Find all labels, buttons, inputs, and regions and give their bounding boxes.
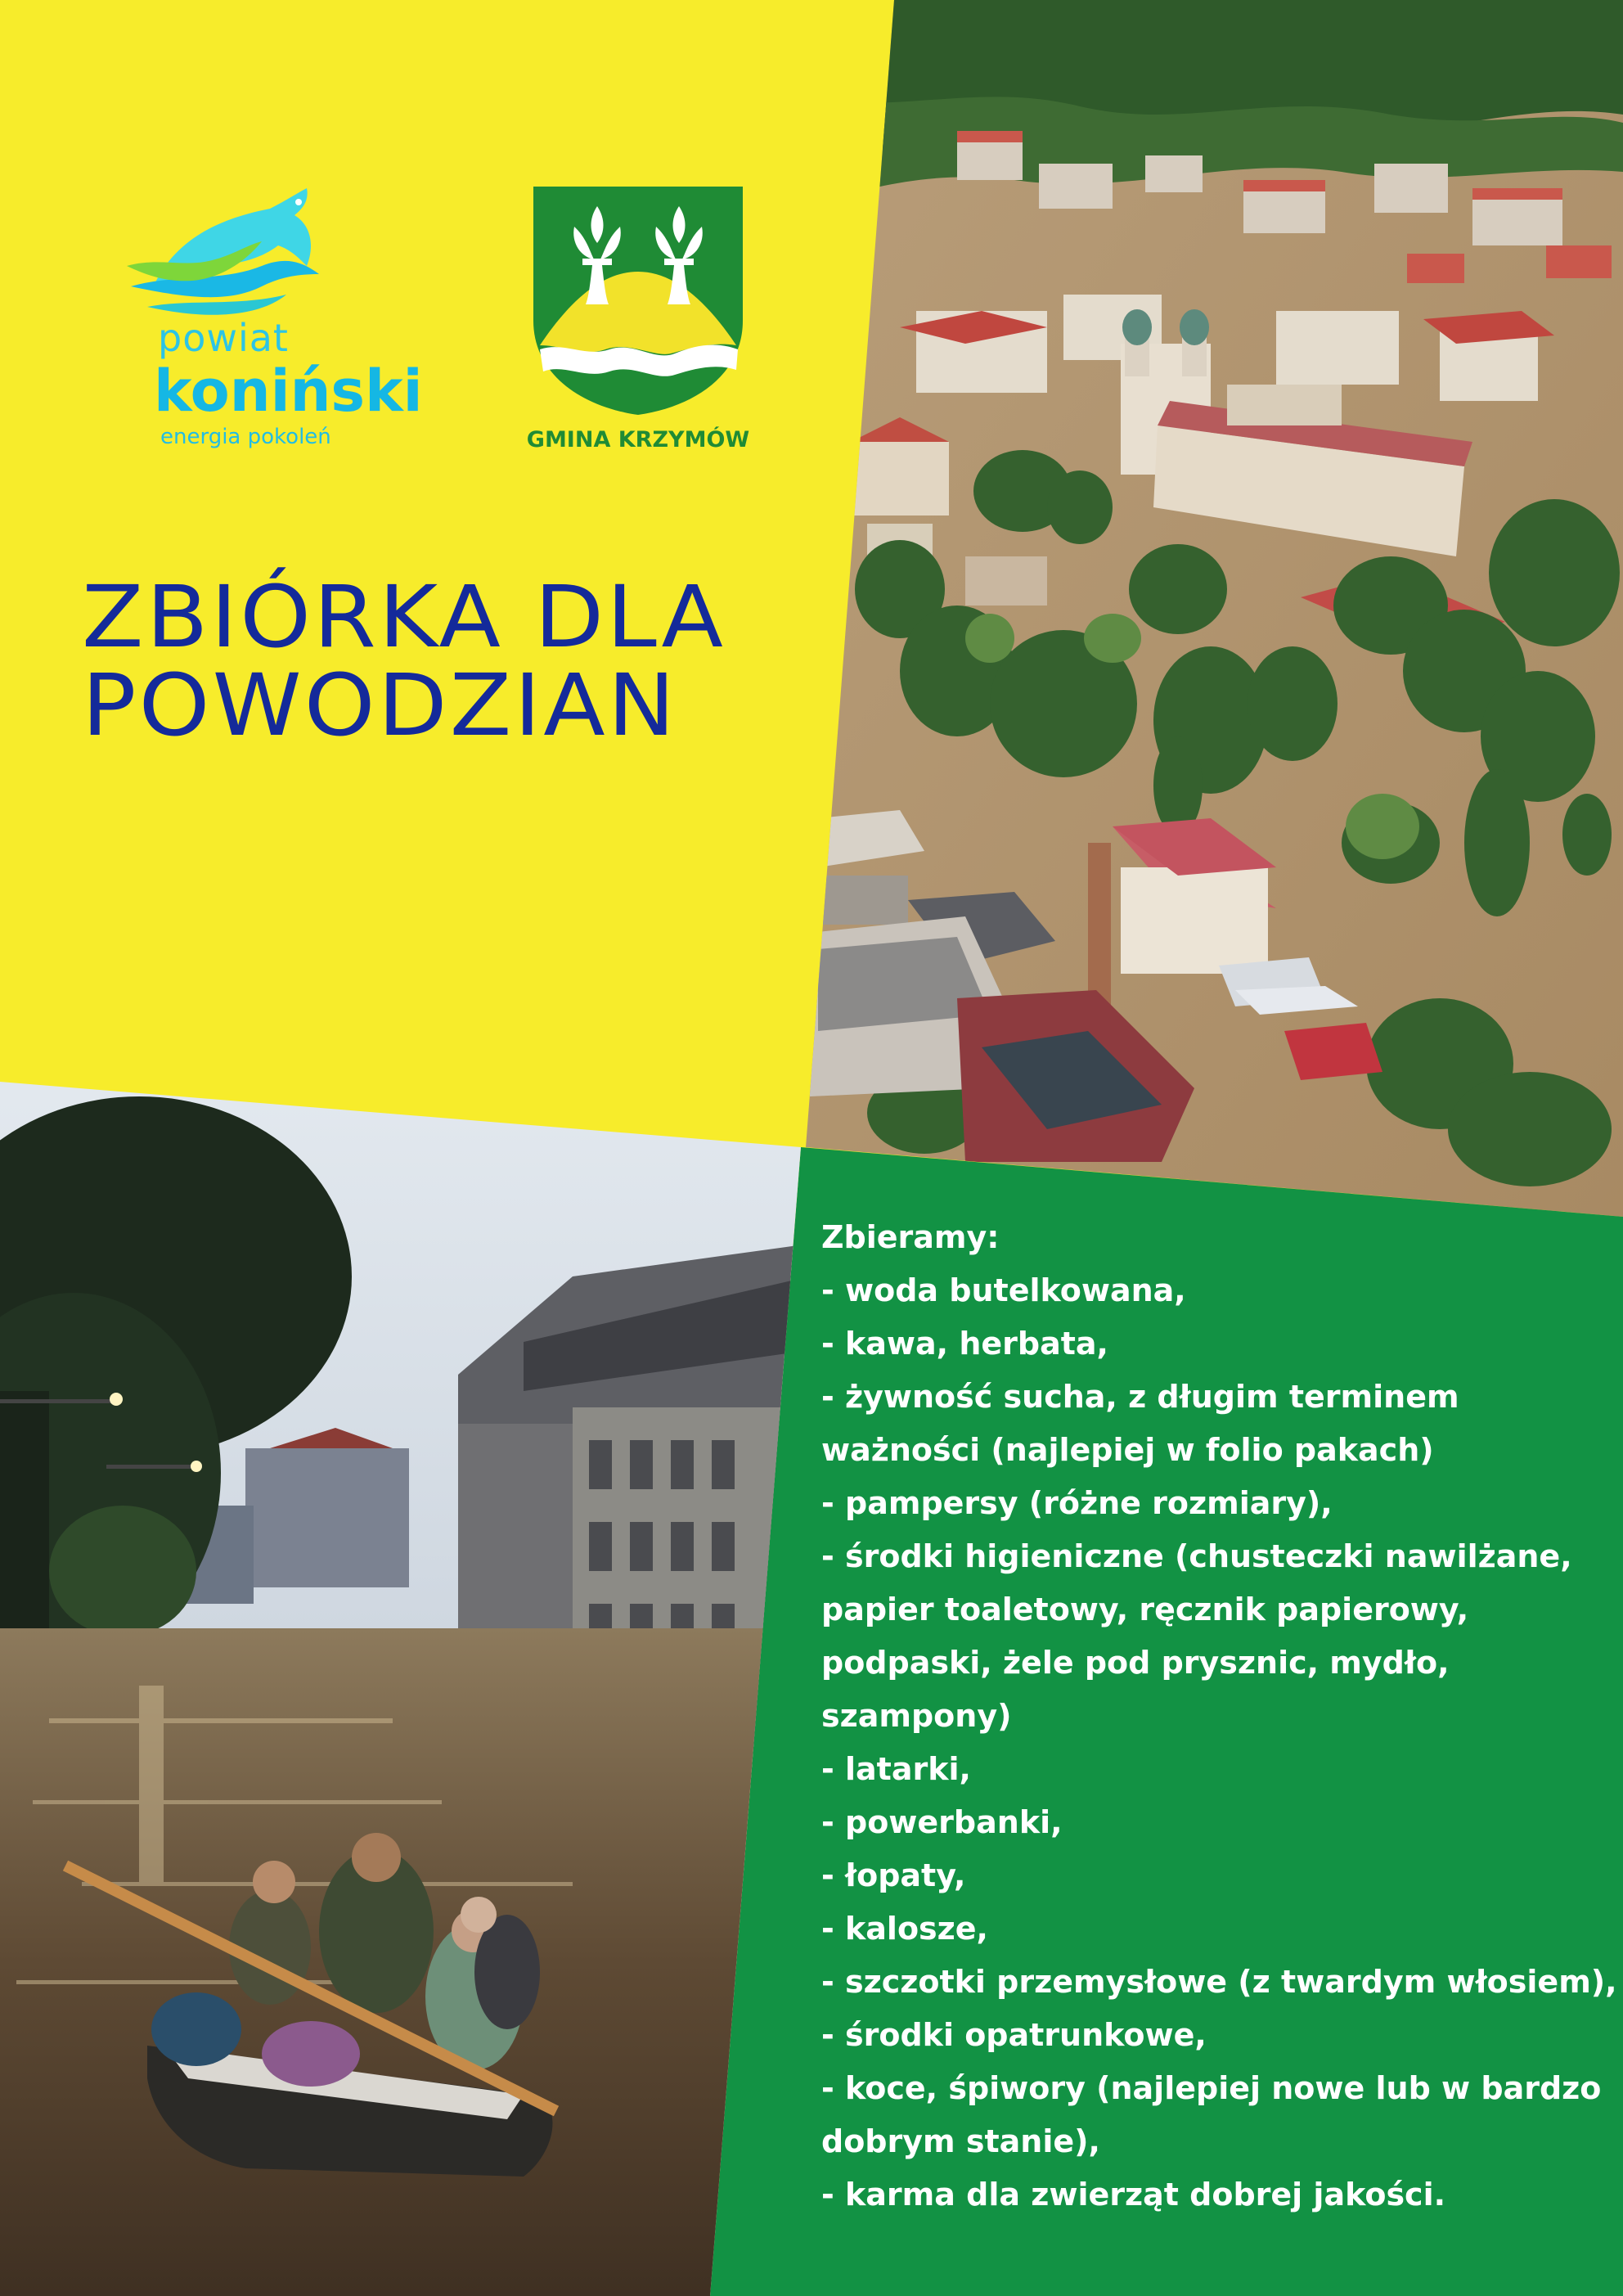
- gmina-name: GMINA KRZYMÓW: [526, 427, 750, 452]
- list-item: - pampersy (różne rozmiary),: [821, 1485, 1333, 1521]
- horse-wave-icon: [123, 184, 335, 323]
- poster-title: [82, 567, 879, 756]
- list-item: ważności (najlepiej w folio pakach): [821, 1432, 1434, 1468]
- rescue-boat-photo: [0, 1064, 810, 2296]
- list-item: - szczotki przemysłowe (z twardym włosiem),: [821, 1964, 1617, 2000]
- list-item: podpaski, żele pod prysznic, mydło,: [821, 1645, 1450, 1681]
- list-item: - środki opatrunkowe,: [821, 2017, 1207, 2053]
- list-item: - karma dla zwierząt dobrej jakości.: [821, 2177, 1446, 2213]
- list-item: dobrym stanie),: [821, 2123, 1100, 2159]
- collection-list: [821, 1211, 1615, 2222]
- powiat-logo-line2: koniński: [154, 358, 423, 425]
- list-item: - woda butelkowana,: [821, 1272, 1186, 1308]
- poster-title-line1: ZBIÓRKA DLA: [82, 567, 726, 667]
- powiat-logo-line3: energia pokoleń: [160, 425, 331, 449]
- list-item: - powerbanki,: [821, 1804, 1063, 1840]
- list-item: - łopaty,: [821, 1857, 966, 1893]
- list-item: - środki higieniczne (chusteczki nawilżane,: [821, 1538, 1572, 1574]
- list-item: szampony): [821, 1698, 1012, 1734]
- collection-heading: Zbieramy:: [821, 1219, 1000, 1255]
- list-item: - koce, śpiwory (najlepiej nowe lub w bardzo: [821, 2070, 1602, 2106]
- gmina-krzymow-logo: [507, 182, 769, 460]
- powiat-logo-line1: powiat: [158, 316, 289, 360]
- coat-of-arms-icon: [507, 182, 769, 419]
- list-item: - latarki,: [821, 1751, 971, 1787]
- list-item: - kalosze,: [821, 1911, 988, 1947]
- powiat-koninski-logo: [123, 184, 434, 462]
- aerial-flooded-town-photo: [802, 0, 1623, 1219]
- list-item: papier toaletowy, ręcznik papierowy,: [821, 1591, 1469, 1627]
- list-item: - kawa, herbata,: [821, 1326, 1108, 1362]
- poster-title-line2: POWODZIAN: [82, 655, 678, 756]
- list-item: - żywność sucha, z długim terminem: [821, 1379, 1459, 1415]
